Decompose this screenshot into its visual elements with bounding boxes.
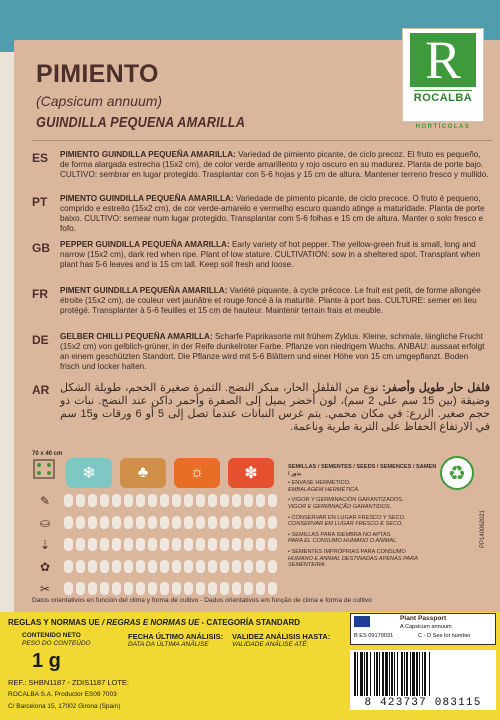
lang-fr (32, 286, 494, 316)
lang-text (60, 286, 490, 316)
calendar-cell (232, 516, 241, 529)
lang-description: Variedad de pimiento picante, de ciclo precoz. El fruto es pequeño, de forma alargada estrecha (15x2 cm), de color verde amarillento y rojo oscuro en su madurez. Planta de porte bajo. CULTIVO: sembrar en lugar protegido. Trasplantar con 5-6 hojas y 15 cm de altura. Mantener terreno fresco y mullido. (60, 150, 489, 179)
calendar-cell (256, 494, 265, 507)
passport-code: B ES 09170031 (354, 633, 394, 639)
seeds-item-alt: CONSERVAR EM LUGAR FRESCO E SECO. (288, 521, 403, 528)
calendar-cell (232, 560, 241, 573)
calendar-row (64, 560, 277, 578)
divider (32, 140, 492, 141)
calendar-cell (256, 560, 265, 573)
barcode-bars (354, 652, 492, 696)
seeds-heading: SEMILLAS / SEMENTES / SEEDS / SEMENCES / SAMEN / بذور (288, 464, 437, 477)
calendar-cell (160, 538, 169, 551)
calendar-cell (220, 560, 229, 573)
calendar-cell (76, 582, 85, 595)
lang-description: Variété piquante, à cycle précoce. Le fruit est petit, de forme allongée étroite (15x2 cm), de couleur vert jaunâtre et rouge foncé à la maturité. Plante à port bas. CULTURE: semer en lieu protégé. Transplanter à 5-6 feuilles et 15 cm de hauteur. Maintenir terrain frais et meuble. (60, 286, 481, 315)
calendar-cell (124, 516, 133, 529)
seeds-info (288, 464, 438, 573)
calendar-cell (88, 516, 97, 529)
calendar-cell (160, 494, 169, 507)
calendar-cell (196, 582, 205, 595)
calendar-cell (172, 494, 181, 507)
validity-label-alt: VALIDADE ANÁLISE ATÉ: (232, 641, 309, 648)
content-label: CONTENIDO NETO (22, 632, 81, 639)
calendar-cell (64, 538, 73, 551)
calendar-cell (256, 516, 265, 529)
calendar-cell (220, 516, 229, 529)
calendar-cell (208, 560, 217, 573)
calendar-cell (124, 538, 133, 551)
picto-glyph: ✽ (244, 465, 258, 482)
seeds-item-main: • ENVASE HERMÉTICO. (288, 480, 351, 487)
footnote: Datos orientativos en función del clima y forma de cultivo - Dados orientativos em função de clima e forma de cultivo (32, 597, 372, 604)
spacing-icon (32, 458, 56, 480)
calendar-cell (160, 582, 169, 595)
rocalba-logo (402, 28, 484, 122)
calendar-cell (88, 560, 97, 573)
seeds-item (288, 515, 438, 528)
calendar-cell (268, 582, 277, 595)
analysis-label-alt: DATA DA ÚLTIMA ANÁLISE (128, 641, 209, 648)
calendar-cell (244, 560, 253, 573)
calendar-row (64, 494, 277, 512)
summer-icon (174, 458, 220, 488)
passport-title: Plant Passport (400, 615, 447, 622)
lang-variety: GELBER CHILLI PEQUEÑA AMARILLA: (60, 332, 213, 341)
calendar-cell (184, 516, 193, 529)
analysis-label: FECHA ÚLTIMO ANÁLISIS: (128, 632, 224, 641)
seeds-item (288, 480, 438, 493)
passport-lot: C - D See lot number (418, 633, 471, 639)
category: - CATEGORÍA STANDARD (201, 618, 301, 627)
standards-es: REGLAS Y NORMAS UE (8, 618, 100, 627)
calendar-cell (208, 494, 217, 507)
calendar-cell (256, 538, 265, 551)
seeds-item (288, 532, 438, 545)
calendar-cell (124, 494, 133, 507)
lang-text (60, 194, 490, 234)
spacing-label: 70 x 40 cm (32, 451, 63, 457)
calendar-cell (148, 516, 157, 529)
calendar-cell (148, 582, 157, 595)
picto-glyph: ♣ (137, 464, 149, 481)
calendar-cell (196, 560, 205, 573)
calendar-cell (232, 538, 241, 551)
calendar-cell (268, 516, 277, 529)
lang-variety: PIMIENTO GUINDILLA PEQUEÑA AMARILLA: (60, 150, 236, 159)
lang-description: Variedade de pimento picante, de ciclo precoce. O fruto é pequeno, comprido e estreito (15x2 cm), de cor verde-amarelo e vermelho escuro quando atinge a maturidade. Planta de porte baixo. CULTIVO: semear num lugar protegido. Transplantar com 5-6 folhas e 15 cm de altura. Manter o solo fresco e fofo. (60, 194, 485, 233)
calendar-cell (160, 560, 169, 573)
calendar-cell (244, 582, 253, 595)
lang-text (60, 150, 490, 180)
calendar-cell (208, 516, 217, 529)
calendar-cell (100, 538, 109, 551)
product-title: PIMIENTO (36, 60, 159, 88)
calendar-cell (184, 494, 193, 507)
content-label-alt: PESO DO CONTEÚDO (22, 640, 91, 647)
calendar-cell (136, 516, 145, 529)
calendar-cell (88, 582, 97, 595)
lang-gb (32, 240, 494, 270)
calendar-cell (64, 560, 73, 573)
lang-code: ES (32, 151, 49, 165)
calendar-cell (76, 538, 85, 551)
lang-code: PT (32, 195, 48, 209)
calendar-cell (112, 582, 121, 595)
calendar-cell (184, 538, 193, 551)
barcode-bar (430, 652, 431, 696)
seeds-item-alt: VIGOR E GERMINAÇÃO GARANTIDOS. (288, 503, 392, 510)
lang-ar (32, 382, 494, 434)
calendar-cell (244, 538, 253, 551)
calendar-cell (148, 538, 157, 551)
logo-tagline: HORTÍCOLAS (415, 124, 471, 130)
calendar-cell (184, 560, 193, 573)
eu-flag-icon (354, 616, 370, 627)
lang-code: DE (32, 333, 49, 347)
address: C/ Barcelona 15, 17002 Girona (Spain) (8, 703, 121, 710)
calendar-cell (148, 560, 157, 573)
sowing-icon: ✎ (39, 494, 51, 508)
seeds-item-main: • SEMENTES IMPRÓPRIAS PARA CONSUMO (288, 548, 406, 555)
lang-variety: PIMENTO GUINDILLA PEQUEÑA AMARILLA: (60, 194, 234, 203)
lang-es (32, 150, 494, 180)
autumn-icon (228, 458, 274, 488)
calendar-cell (112, 560, 121, 573)
picto-glyph: ☼ (189, 464, 205, 481)
calendar-cell (208, 538, 217, 551)
calendar-cell (148, 494, 157, 507)
calendar-cell (256, 582, 265, 595)
calendar-cell (124, 582, 133, 595)
calendar-cell (88, 538, 97, 551)
calendar-cell (196, 516, 205, 529)
picto-glyph: ❄ (82, 465, 96, 482)
lang-text (60, 332, 490, 372)
lang-pt (32, 194, 494, 234)
calendar-cell (136, 538, 145, 551)
lang-text (60, 240, 490, 270)
side-code: PP140062021 (480, 509, 486, 548)
standards-label (8, 618, 300, 627)
spring-icon (120, 458, 166, 488)
lang-de (32, 332, 494, 372)
calendar-cell (124, 560, 133, 573)
calendar-cell (268, 560, 277, 573)
calendar-cell (172, 538, 181, 551)
calendar-cell (112, 516, 121, 529)
calendar-cell (268, 494, 277, 507)
calendar-cell (136, 560, 145, 573)
winter-icon (66, 458, 112, 488)
lang-variety: فلفل حار طويل وأصفر: (382, 382, 490, 394)
calendar-cell (244, 494, 253, 507)
calendar-cell (196, 494, 205, 507)
calendar-cell (172, 582, 181, 595)
lang-code: AR (32, 383, 50, 397)
passport-species: A Capsicum annuum (400, 624, 452, 630)
calendar-cell (112, 538, 121, 551)
lang-text (60, 382, 490, 434)
calendar-cell (220, 538, 229, 551)
lang-description: Scharfe Paprikasorte mit frühem Zyklus. Kleine, schmale, längliche Frucht (15x2 cm) von gelblich-grüner, in der Reife dunkelroter Farbe. Pflanze von niedrigem Wuchs. ANBAU: aussaat erfolgt an einem geschützten Standort. Die Pflanze wird mit 5-6 Blättern und einer Höhe von 15 cm umgepflanzt. Boden frisch und locker halten. (60, 332, 485, 371)
lang-code: FR (32, 287, 48, 301)
seeds-item-alt: EMBALAGEM HERMÉTICA. (288, 486, 360, 493)
seeds-item-main: • SEMILLAS PARA SIEMBRA NO APTAS (288, 531, 391, 538)
logo-name: ROCALBA (413, 92, 473, 104)
calendar-cell (232, 494, 241, 507)
standards-pt: / REGRAS E NORMAS UE (101, 618, 200, 627)
calendar-cell (136, 582, 145, 595)
reference: REF.: SHBN1187 - ZDIS1187 LOTE: (8, 678, 130, 687)
calendar-cell (208, 582, 217, 595)
validity-label: VALIDEZ ANÁLISIS HASTA: (232, 632, 331, 641)
lang-variety: PIMENT GUINDILLA PEQUEÑA AMARILLA: (60, 286, 228, 295)
logo-letter: R (410, 33, 476, 87)
calendar-cell (220, 582, 229, 595)
variety-name: GUINDILLA PEQUENA AMARILLA (36, 114, 246, 131)
calendar-cell (64, 494, 73, 507)
calendar-cell (100, 582, 109, 595)
calendar-cell (100, 516, 109, 529)
calendar-cell (136, 494, 145, 507)
calendar-row (64, 516, 277, 534)
calendar-cell (172, 560, 181, 573)
calendar-cell (244, 516, 253, 529)
calendar-cell (268, 538, 277, 551)
calendar-cell (172, 516, 181, 529)
calendar-cell (100, 494, 109, 507)
seeds-item-alt: PARA EL CONSUMO HUMANO O ANIMAL. (288, 538, 398, 545)
seeds-item (288, 549, 438, 569)
harvest-icon: ✂ (39, 582, 51, 596)
barcode-number: 8 423737 083115 (364, 697, 482, 709)
seedbed-icon: ⛀ (39, 516, 51, 530)
calendar-cell (64, 582, 73, 595)
seeds-item-main: • VIGOR Y GERMINACIÓN GARANTIZADOS. (288, 497, 404, 504)
seeds-item-alt: HUMANO E ANIMAL DESTINADAS APENAS PARA SEMENTEIRA. (288, 555, 418, 569)
transplant-icon: ⇣ (39, 538, 51, 552)
green-dot-recycling-icon: ♻ (440, 456, 474, 490)
calendar-cell (76, 560, 85, 573)
calendar-cell (76, 516, 85, 529)
lang-description: Early variety of hot pepper. The yellow-green fruit is small, long and narrow (15x2 cm), dark red when ripe. Plant of low stature. CULTIVATION: sow in a sheltered spot. Transplant when plant has 5-6 leaves and is 15 cm tall. Keep soil fresh and loose. (60, 240, 481, 269)
seeds-item-main: • CONSERVAR EN LUGAR FRESCO Y SECO. (288, 514, 406, 521)
calendar-cell (160, 516, 169, 529)
lang-code: GB (32, 241, 50, 255)
calendar-cell (64, 516, 73, 529)
seeds-item (288, 497, 438, 510)
calendar-cell (196, 538, 205, 551)
panel-margin (0, 52, 14, 612)
calendar-cell (76, 494, 85, 507)
calendar-cell (88, 494, 97, 507)
lang-description: نوع من الفلفل الحار، مبكر النضج. الثمرة صغيرة الحجم، طويلة الشكل وضيقة (بين 15 سم على 2 سم)، لون أخضر يميل إلى الصفرة وأحمر داكن عند النضج. نبات ذو حجم صغير. الزرع: في مكان محمي. يتم غرس النباتات عندما تصل إلى 5 أو 6 ورقات و15 سم في الارتفاع الحفاظ على التربة طرية وناعمة. (60, 382, 491, 433)
calendar-cell (220, 494, 229, 507)
calendar-row (64, 538, 277, 556)
calendar-cell (184, 582, 193, 595)
net-weight: 1 g (32, 650, 61, 672)
flowering-icon: ✿ (39, 560, 51, 574)
latin-name: (Capsicum annuum) (36, 93, 163, 109)
calendar-cell (100, 560, 109, 573)
calendar-cell (232, 582, 241, 595)
calendar-cell (112, 494, 121, 507)
producer: ROCALBA S.A. Productor ES09 7003 (8, 691, 117, 698)
lang-variety: PEPPER GUINDILLA PEQUEÑA AMARILLA: (60, 240, 230, 249)
